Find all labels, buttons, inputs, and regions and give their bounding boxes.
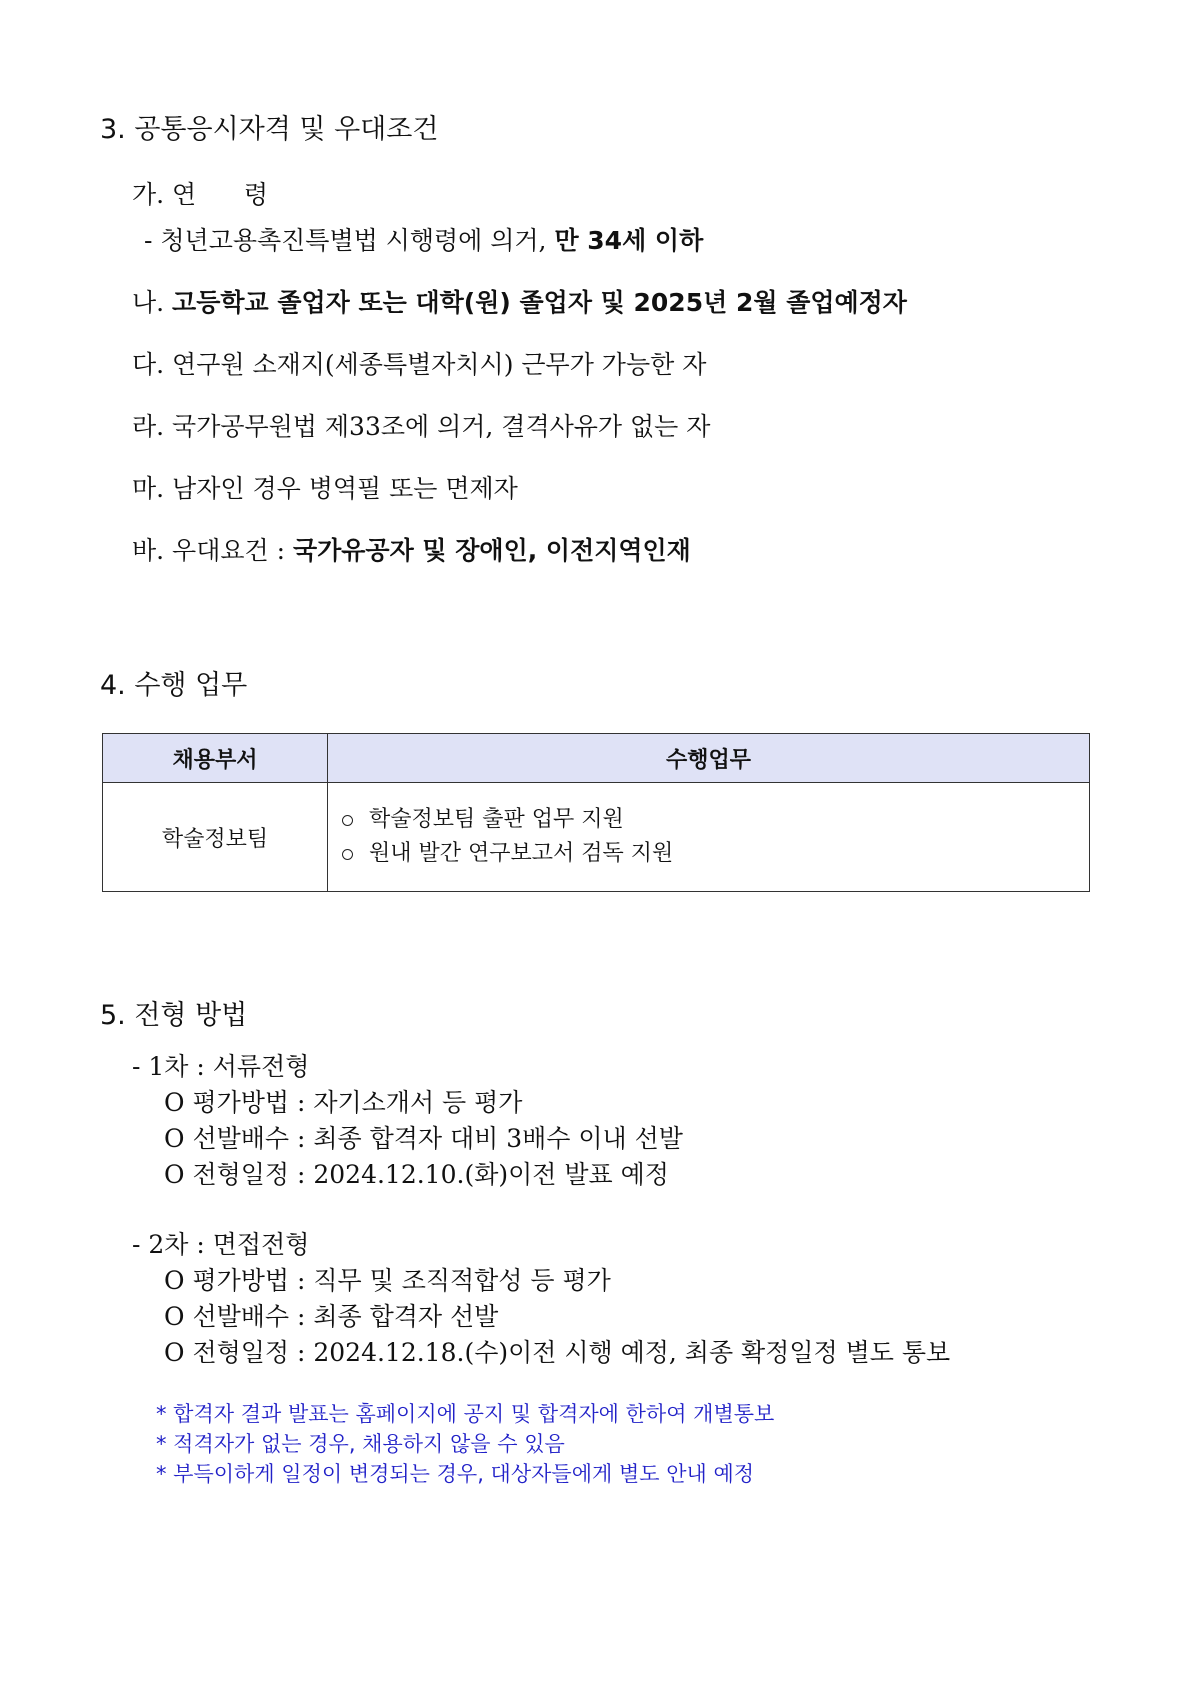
duties-cell: [328, 783, 1090, 892]
item-preference: [132, 538, 691, 563]
note-item: * 적격자가 없는 경우, 채용하지 않을 수 있음: [156, 1432, 565, 1456]
item-location: 다. 연구원 소재지(세종특별자치시) 근무가 가능한 자: [132, 350, 707, 379]
age-limit-text: 만 34세 이하: [554, 226, 704, 255]
duty-table: [102, 733, 1090, 892]
item-disqualification: 라. 국가공무원법 제33조에 의거, 결격사유가 없는 자: [132, 412, 711, 441]
stage-2-item: O 평가방법 : 직무 및 조직적합성 등 평가: [164, 1266, 611, 1295]
item-age-detail: [144, 228, 703, 253]
note-item: * 부득이하게 일정이 변경되는 경우, 대상자들에게 별도 안내 예정: [156, 1462, 755, 1486]
table-header-row: [103, 734, 1090, 783]
stage-2-item: O 전형일정 : 2024.12.18.(수)이전 시행 예정, 최종 확정일정 별도 통보: [164, 1338, 951, 1367]
stage-1-item: O 선발배수 : 최종 합격자 대비 3배수 이내 선발: [164, 1124, 683, 1153]
stage-2-item: O 선발배수 : 최종 합격자 선발: [164, 1302, 499, 1331]
education-prefix: 나.: [132, 288, 173, 317]
item-education: [132, 290, 907, 315]
stage-1-item: O 평가방법 : 자기소개서 등 평가: [164, 1088, 523, 1117]
stage-2-label: - 2차 : 면접전형: [132, 1230, 310, 1259]
duty-item: [342, 837, 1088, 871]
education-text: 고등학교 졸업자 또는 대학(원) 졸업자 및 2025년 2월 졸업예정자: [172, 288, 907, 317]
stage-1-item: O 전형일정 : 2024.12.10.(화)이전 발표 예정: [164, 1160, 669, 1189]
item-military: 마. 남자인 경우 병역필 또는 면제자: [132, 474, 518, 503]
section-3-title: 3. 공통응시자격 및 우대조건: [100, 114, 439, 145]
item-age-label: 가. 연 령: [132, 180, 269, 209]
age-detail-text: - 청년고용촉진특별법 시행령에 의거,: [144, 226, 555, 255]
section-4-title: 4. 수행 업무: [100, 670, 248, 701]
preference-prefix: 바. 우대요건 :: [132, 536, 293, 565]
stage-1-label: - 1차 : 서류전형: [132, 1052, 310, 1081]
duty-text: 원내 발간 연구보고서 검독 지원: [369, 841, 674, 866]
header-department: 채용부서: [103, 734, 328, 783]
duty-text: 학술정보팀 출판 업무 지원: [369, 807, 624, 832]
department-cell: 학술정보팀: [103, 783, 328, 892]
note-item: * 합격자 결과 발표는 홈페이지에 공지 및 합격자에 한하여 개별통보: [156, 1402, 775, 1426]
circle-bullet-icon: [342, 849, 353, 860]
circle-bullet-icon: [342, 815, 353, 826]
preference-text: 국가유공자 및 장애인, 이전지역인재: [292, 536, 691, 565]
header-duties: 수행업무: [328, 734, 1090, 783]
table-row: [103, 783, 1090, 892]
section-5-title: 5. 전형 방법: [100, 1000, 248, 1031]
duty-item: [342, 803, 1088, 837]
